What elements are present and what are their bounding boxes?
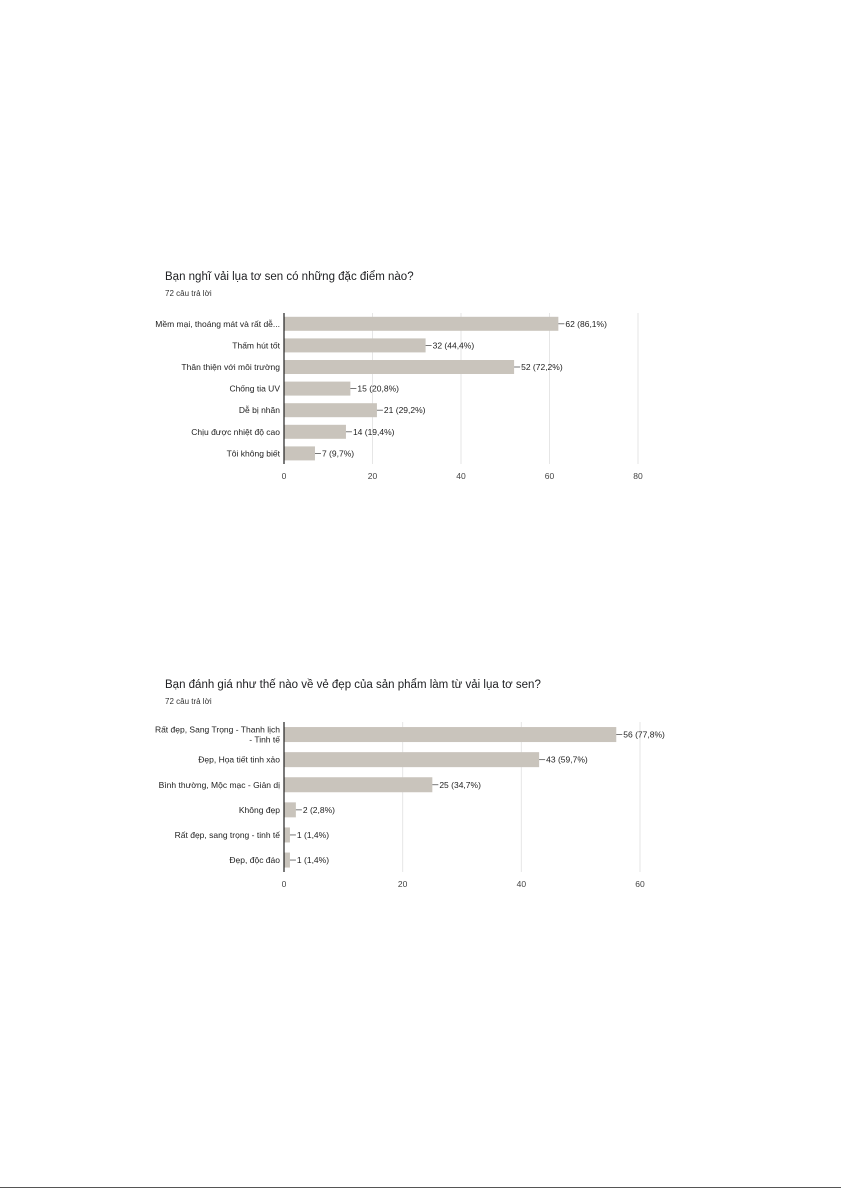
data-label: 52 (72,2%): [521, 362, 563, 372]
page-bottom-rule: [0, 1187, 841, 1188]
data-label: 43 (59,7%): [546, 754, 588, 765]
category-label: Tôi không biết: [226, 448, 280, 459]
bar: [284, 853, 290, 868]
x-tick-label: 40: [516, 879, 527, 889]
category-label: - Tinh tế: [249, 734, 280, 745]
category-label: Thấm hút tốt: [232, 340, 280, 351]
data-label: 7 (9,7%): [321, 448, 355, 459]
category-label: Bình thường, Mộc mạc - Giản dị: [158, 779, 280, 790]
category-label: Không đẹp: [238, 804, 280, 815]
data-label: 2 (2,8%): [302, 804, 335, 815]
x-tick-label: 60: [635, 879, 645, 889]
chart-subtitle: 72 câu trả lời: [165, 289, 212, 298]
data-label: 1 (1,4%): [296, 829, 330, 840]
category-label: Đẹp, Họa tiết tinh xảo: [198, 754, 280, 765]
data-label: 62 (86,1%): [565, 318, 607, 329]
x-tick-label: 80: [633, 471, 643, 481]
bar: [284, 777, 432, 792]
data-label: 15 (20,8%): [357, 383, 399, 394]
bar: [284, 802, 296, 817]
x-tick-label: 0: [281, 471, 287, 481]
chart-title: Bạn nghĩ vải lụa tơ sen có những đặc điểm nào?: [165, 271, 414, 283]
data-label: 56 (77,8%): [623, 729, 665, 740]
data-label: 21 (29,2%): [383, 405, 426, 416]
category-label: Đẹp, độc đáo: [229, 855, 280, 866]
x-tick-label: 20: [367, 471, 378, 481]
bar: [284, 727, 616, 742]
x-tick-label: 0: [281, 879, 287, 889]
bar: [284, 827, 290, 842]
data-label: 32 (44,4%): [432, 340, 475, 351]
category-label: Chịu được nhiệt độ cao: [191, 426, 280, 437]
x-tick-label: 40: [456, 471, 466, 481]
data-label: 1 (1,4%): [296, 855, 330, 866]
category-label: Thân thiện với môi trường: [181, 362, 280, 372]
category-label: Rất đẹp, Sang Trọng - Thanh lịch: [154, 724, 280, 735]
category-label: Dễ bị nhăn: [238, 405, 280, 416]
bar: [284, 752, 539, 767]
category-label: Mềm mại, thoáng mát và rất dễ...: [155, 318, 280, 329]
x-tick-label: 20: [397, 879, 408, 889]
chart-title: Bạn đánh giá như thế nào về vẻ đẹp của sản phẩm làm từ vải lụa tơ sen?: [165, 679, 541, 691]
data-label: 25 (34,7%): [439, 779, 481, 790]
data-label: 14 (19,4%): [352, 426, 395, 437]
chart-subtitle: 72 câu trả lời: [165, 697, 212, 706]
x-tick-label: 60: [544, 471, 555, 481]
category-label: Rất đẹp, sang trọng - tinh tế: [174, 829, 280, 840]
category-label: Chống tia UV: [229, 383, 280, 394]
